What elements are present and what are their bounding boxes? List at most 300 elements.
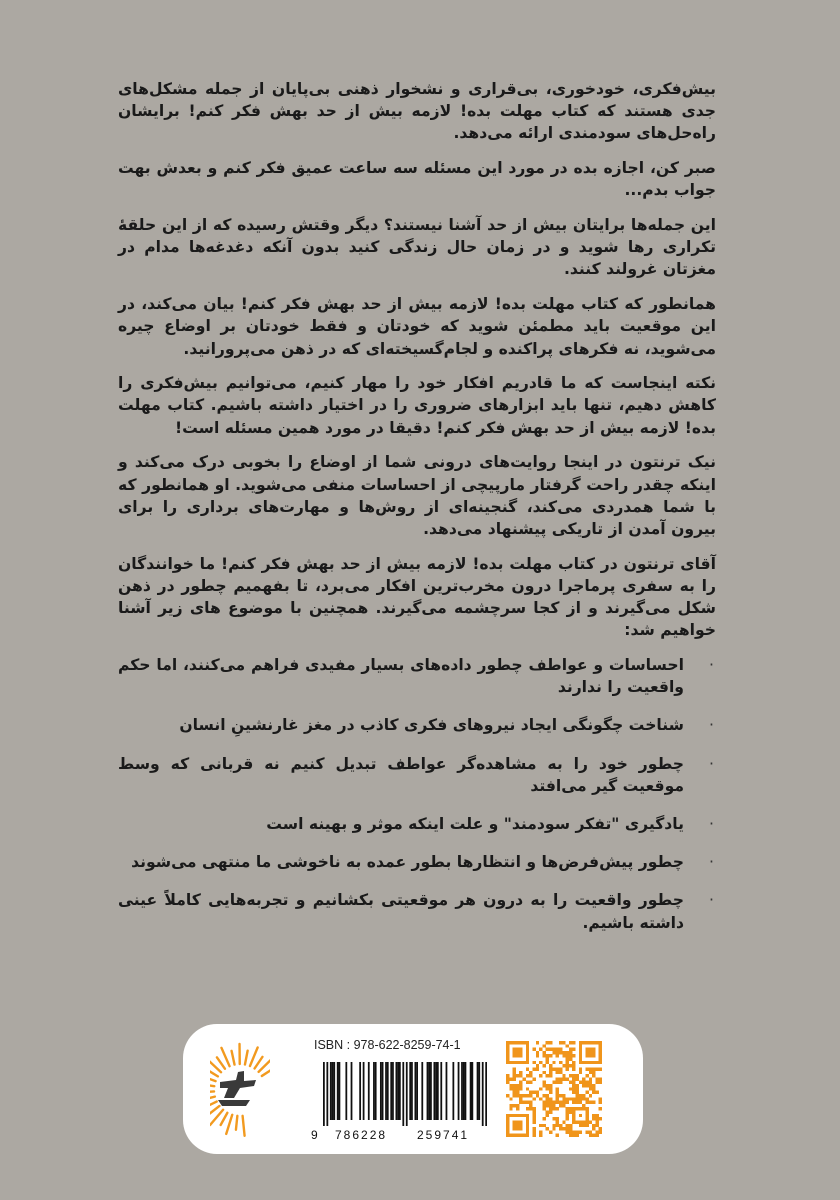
- qr-module: [523, 1101, 526, 1104]
- isbn-panel: [183, 1024, 643, 1154]
- qr-module: [576, 1094, 579, 1097]
- qr-module: [599, 1041, 602, 1044]
- qr-module: [579, 1067, 582, 1070]
- qr-module: [552, 1051, 555, 1054]
- qr-module: [566, 1117, 569, 1120]
- qr-module: [519, 1054, 522, 1057]
- qr-module: [539, 1097, 542, 1100]
- qr-module: [582, 1041, 585, 1044]
- qr-module: [536, 1091, 539, 1094]
- qr-module: [509, 1104, 512, 1107]
- qr-module: [516, 1087, 519, 1090]
- qr-module: [569, 1048, 572, 1051]
- qr-module: [559, 1127, 562, 1130]
- qr-module: [513, 1041, 516, 1044]
- qr-module: [595, 1041, 598, 1044]
- barcode-bar: [380, 1062, 382, 1120]
- qr-module: [562, 1054, 565, 1057]
- qr-module: [569, 1074, 572, 1077]
- qr-module: [513, 1061, 516, 1064]
- qr-module: [506, 1081, 509, 1084]
- qr-module: [526, 1061, 529, 1064]
- barcode-bar: [399, 1062, 401, 1120]
- qr-module: [552, 1107, 555, 1110]
- qr-module: [552, 1081, 555, 1084]
- qr-module: [585, 1124, 588, 1127]
- qr-module: [549, 1084, 552, 1087]
- qr-module: [516, 1107, 519, 1110]
- sun-ray: [250, 1048, 258, 1066]
- qr-module: [566, 1054, 569, 1057]
- qr-module: [506, 1054, 509, 1057]
- sun-rays: [210, 1044, 270, 1136]
- qr-module: [546, 1114, 549, 1117]
- publisher-logo-icon: [210, 1040, 270, 1140]
- qr-module: [579, 1114, 582, 1117]
- qr-module: [509, 1134, 512, 1137]
- sun-ray: [221, 1048, 229, 1066]
- qr-module: [526, 1107, 529, 1110]
- qr-module: [572, 1111, 575, 1114]
- qr-module: [556, 1071, 559, 1074]
- qr-module: [572, 1061, 575, 1064]
- qr-module: [559, 1101, 562, 1104]
- qr-module: [595, 1130, 598, 1133]
- qr-module: [516, 1048, 519, 1051]
- qr-module: [595, 1091, 598, 1094]
- qr-module: [585, 1074, 588, 1077]
- qr-module: [589, 1054, 592, 1057]
- qr-module: [516, 1127, 519, 1130]
- qr-module: [569, 1111, 572, 1114]
- sun-ray: [255, 1057, 263, 1069]
- list-item-text: چطور واقعیت را به درون هر موقعیتی بکشانیم و تجربه‌هایی کاملاً عینی داشته باشیم.: [118, 891, 684, 932]
- qr-module: [516, 1054, 519, 1057]
- sun-ray: [236, 1116, 237, 1130]
- qr-module: [592, 1134, 595, 1137]
- qr-module: [519, 1124, 522, 1127]
- list-item: [118, 654, 716, 698]
- qr-module: [572, 1091, 575, 1094]
- qr-module: [569, 1134, 572, 1137]
- qr-module: [572, 1107, 575, 1110]
- qr-module: [589, 1134, 592, 1137]
- qr-module: [552, 1048, 555, 1051]
- qr-module: [506, 1074, 509, 1077]
- qr-module: [592, 1084, 595, 1087]
- qr-module: [562, 1094, 565, 1097]
- barcode-bar: [330, 1062, 332, 1120]
- qr-module: [579, 1130, 582, 1133]
- barcode-bar: [402, 1062, 404, 1126]
- qr-module: [569, 1107, 572, 1110]
- qr-module: [572, 1054, 575, 1057]
- qr-module: [562, 1074, 565, 1077]
- list-item: [118, 714, 716, 736]
- qr-code-icon[interactable]: [506, 1041, 602, 1137]
- qr-module: [529, 1094, 532, 1097]
- qr-module: [592, 1124, 595, 1127]
- barcode-bar: [368, 1062, 370, 1120]
- qr-module: [516, 1094, 519, 1097]
- sun-ray: [226, 1115, 232, 1134]
- qr-module: [582, 1124, 585, 1127]
- qr-module: [582, 1107, 585, 1110]
- qr-module: [556, 1120, 559, 1123]
- qr-module: [572, 1130, 575, 1133]
- qr-module: [589, 1048, 592, 1051]
- qr-module: [569, 1127, 572, 1130]
- qr-module: [569, 1051, 572, 1054]
- qr-module: [542, 1044, 545, 1047]
- qr-module: [592, 1087, 595, 1090]
- qr-module: [509, 1041, 512, 1044]
- qr-module: [592, 1114, 595, 1117]
- qr-module: [579, 1058, 582, 1061]
- qr-module: [566, 1097, 569, 1100]
- barcode-bar: [323, 1062, 325, 1126]
- qr-module: [595, 1081, 598, 1084]
- qr-module: [566, 1067, 569, 1070]
- qr-module: [506, 1051, 509, 1054]
- qr-module: [572, 1097, 575, 1100]
- qr-module: [559, 1067, 562, 1070]
- barcode-bar: [363, 1062, 365, 1120]
- qr-module: [576, 1101, 579, 1104]
- qr-module: [519, 1134, 522, 1137]
- qr-module: [566, 1114, 569, 1117]
- qr-module: [582, 1061, 585, 1064]
- qr-module: [506, 1044, 509, 1047]
- qr-module: [566, 1130, 569, 1133]
- qr-module: [516, 1074, 519, 1077]
- qr-module: [595, 1067, 598, 1070]
- qr-module: [589, 1071, 592, 1074]
- qr-module: [513, 1104, 516, 1107]
- qr-module: [549, 1107, 552, 1110]
- qr-module: [579, 1120, 582, 1123]
- qr-module: [582, 1094, 585, 1097]
- qr-module: [549, 1054, 552, 1057]
- barcode-bar: [440, 1062, 442, 1120]
- barcode-bar: [477, 1062, 479, 1120]
- qr-module: [506, 1114, 509, 1117]
- barcode-bar: [382, 1062, 384, 1120]
- qr-module: [569, 1064, 572, 1067]
- qr-module: [592, 1067, 595, 1070]
- barcode-right-group: 259741: [417, 1128, 470, 1142]
- barcode-bar: [471, 1062, 473, 1120]
- qr-module: [516, 1104, 519, 1107]
- qr-module: [582, 1104, 585, 1107]
- qr-module: [592, 1061, 595, 1064]
- qr-module: [572, 1117, 575, 1120]
- list-item: [118, 813, 716, 835]
- qr-module: [566, 1044, 569, 1047]
- barcode-bar: [333, 1062, 335, 1120]
- qr-module: [526, 1114, 529, 1117]
- barcode-bar: [458, 1062, 460, 1120]
- qr-module: [542, 1117, 545, 1120]
- qr-module: [519, 1071, 522, 1074]
- qr-module: [566, 1124, 569, 1127]
- qr-module: [546, 1074, 549, 1077]
- qr-module: [589, 1051, 592, 1054]
- qr-module: [569, 1130, 572, 1133]
- qr-module: [532, 1091, 535, 1094]
- qr-module: [526, 1087, 529, 1090]
- logo-base: [218, 1100, 250, 1106]
- qr-module: [526, 1081, 529, 1084]
- qr-module: [592, 1101, 595, 1104]
- qr-module: [526, 1101, 529, 1104]
- qr-module: [506, 1117, 509, 1120]
- qr-module: [572, 1087, 575, 1090]
- barcode-bar: [461, 1062, 463, 1120]
- qr-module: [599, 1058, 602, 1061]
- qr-module: [542, 1051, 545, 1054]
- bullet-dot: ·: [709, 754, 714, 773]
- qr-module: [576, 1087, 579, 1090]
- qr-module: [576, 1134, 579, 1137]
- qr-module: [582, 1084, 585, 1087]
- barcode-bar: [452, 1062, 454, 1120]
- qr-module: [595, 1124, 598, 1127]
- sun-ray: [221, 1113, 228, 1125]
- qr-module: [549, 1064, 552, 1067]
- qr-module: [566, 1107, 569, 1110]
- barcode-left-group: 786228: [335, 1128, 388, 1142]
- barcode-bar: [435, 1062, 437, 1120]
- qr-module: [516, 1084, 519, 1087]
- qr-module: [546, 1094, 549, 1097]
- barcode-bar: [332, 1062, 334, 1120]
- qr-module: [559, 1081, 562, 1084]
- qr-module: [566, 1077, 569, 1080]
- qr-module: [549, 1101, 552, 1104]
- qr-module: [529, 1091, 532, 1094]
- qr-module: [566, 1127, 569, 1130]
- list-item-text: شناخت چگونگی ایجاد نیروهای فکری کاذب در مغز غارنشینِ انسان: [179, 716, 684, 735]
- qr-module: [562, 1104, 565, 1107]
- qr-module: [579, 1081, 582, 1084]
- qr-module: [519, 1061, 522, 1064]
- qr-module: [523, 1077, 526, 1080]
- qr-module: [506, 1058, 509, 1061]
- qr-module: [552, 1127, 555, 1130]
- qr-module: [516, 1124, 519, 1127]
- list-item-text: احساسات و عواطف چطور داده‌های بسیار مفیدی فراهم می‌کنند، اما حکم واقعیت را ندارند: [118, 655, 684, 697]
- qr-module: [509, 1107, 512, 1110]
- qr-module: [566, 1051, 569, 1054]
- qr-module: [579, 1041, 582, 1044]
- barcode-bar: [414, 1062, 416, 1120]
- barcode-bar: [397, 1062, 399, 1120]
- qr-module: [506, 1120, 509, 1123]
- qr-module: [526, 1117, 529, 1120]
- qr-module: [576, 1091, 579, 1094]
- qr-module: [585, 1081, 588, 1084]
- qr-module: [513, 1084, 516, 1087]
- qr-module: [556, 1094, 559, 1097]
- qr-module: [589, 1077, 592, 1080]
- qr-module: [582, 1097, 585, 1100]
- qr-module: [595, 1120, 598, 1123]
- qr-module: [556, 1077, 559, 1080]
- qr-module: [546, 1097, 549, 1100]
- barcode-bar: [351, 1062, 353, 1120]
- qr-module: [579, 1051, 582, 1054]
- sun-ray: [210, 1091, 214, 1092]
- qr-module: [585, 1067, 588, 1070]
- qr-module: [526, 1134, 529, 1137]
- qr-module: [513, 1134, 516, 1137]
- qr-module: [576, 1107, 579, 1110]
- qr-module: [562, 1097, 565, 1100]
- qr-module: [585, 1107, 588, 1110]
- qr-module: [546, 1041, 549, 1044]
- qr-module: [569, 1087, 572, 1090]
- qr-module: [539, 1130, 542, 1133]
- qr-module: [532, 1097, 535, 1100]
- sun-ray: [217, 1057, 225, 1068]
- qr-module: [585, 1061, 588, 1064]
- qr-module: [592, 1091, 595, 1094]
- qr-module: [539, 1134, 542, 1137]
- qr-module: [562, 1077, 565, 1080]
- qr-module: [599, 1044, 602, 1047]
- qr-module: [579, 1048, 582, 1051]
- qr-module: [536, 1041, 539, 1044]
- qr-module: [549, 1074, 552, 1077]
- qr-module: [589, 1120, 592, 1123]
- qr-module: [513, 1074, 516, 1077]
- qr-module: [569, 1041, 572, 1044]
- qr-module: [546, 1048, 549, 1051]
- qr-module: [562, 1127, 565, 1130]
- qr-module: [549, 1104, 552, 1107]
- qr-module: [509, 1087, 512, 1090]
- qr-module: [529, 1074, 532, 1077]
- qr-module: [546, 1058, 549, 1061]
- qr-module: [506, 1124, 509, 1127]
- isbn-label: ISBN : 978-622-8259-74-1: [314, 1038, 461, 1052]
- qr-module: [585, 1120, 588, 1123]
- qr-module: [516, 1134, 519, 1137]
- qr-module: [556, 1054, 559, 1057]
- qr-module: [572, 1120, 575, 1123]
- qr-module: [532, 1077, 535, 1080]
- qr-module: [559, 1041, 562, 1044]
- qr-module: [579, 1101, 582, 1104]
- qr-module: [513, 1087, 516, 1090]
- qr-module: [506, 1127, 509, 1130]
- qr-module: [585, 1117, 588, 1120]
- qr-module: [526, 1130, 529, 1133]
- barcode-bar: [406, 1062, 408, 1126]
- barcode-bar: [411, 1062, 413, 1120]
- qr-module: [546, 1127, 549, 1130]
- sun-ray: [232, 1051, 235, 1065]
- qr-module: [513, 1120, 516, 1123]
- qr-module: [556, 1097, 559, 1100]
- qr-module: [532, 1114, 535, 1117]
- qr-module: [542, 1107, 545, 1110]
- qr-module: [579, 1124, 582, 1127]
- qr-module: [579, 1054, 582, 1057]
- qr-module: [556, 1101, 559, 1104]
- qr-module: [599, 1107, 602, 1110]
- qr-module: [556, 1091, 559, 1094]
- qr-module: [513, 1114, 516, 1117]
- qr-module: [562, 1120, 565, 1123]
- qr-module: [513, 1094, 516, 1097]
- bullet-dot: ·: [709, 814, 714, 833]
- qr-module: [529, 1101, 532, 1104]
- bullet-dot: ·: [709, 853, 714, 872]
- qr-module: [572, 1074, 575, 1077]
- qr-module: [526, 1067, 529, 1070]
- qr-module: [529, 1081, 532, 1084]
- qr-module: [536, 1067, 539, 1070]
- qr-module: [546, 1104, 549, 1107]
- qr-module: [595, 1117, 598, 1120]
- qr-module: [509, 1084, 512, 1087]
- qr-module: [556, 1048, 559, 1051]
- qr-module: [599, 1130, 602, 1133]
- list-item: [118, 889, 716, 933]
- qr-module: [523, 1061, 526, 1064]
- qr-module: [523, 1134, 526, 1137]
- qr-module: [526, 1048, 529, 1051]
- qr-module: [589, 1067, 592, 1070]
- qr-module: [579, 1044, 582, 1047]
- barcode-bar: [373, 1062, 375, 1120]
- qr-module: [559, 1061, 562, 1064]
- qr-module: [562, 1064, 565, 1067]
- qr-module: [556, 1134, 559, 1137]
- qr-module: [556, 1124, 559, 1127]
- qr-module: [519, 1097, 522, 1100]
- qr-module: [549, 1097, 552, 1100]
- qr-module: [559, 1094, 562, 1097]
- qr-module: [519, 1074, 522, 1077]
- qr-module: [509, 1077, 512, 1080]
- qr-module: [592, 1054, 595, 1057]
- qr-module: [569, 1097, 572, 1100]
- qr-module: [572, 1101, 575, 1104]
- list-item-text: چطور خود را به مشاهده‌گر عواطف تبدیل کنیم نه قربانی که وسط موقعیت گیر می‌افتد: [118, 754, 684, 795]
- qr-module: [592, 1048, 595, 1051]
- list-item: [118, 851, 716, 873]
- qr-module: [559, 1104, 562, 1107]
- qr-module: [595, 1077, 598, 1080]
- qr-module: [519, 1048, 522, 1051]
- qr-module: [549, 1111, 552, 1114]
- qr-module: [516, 1114, 519, 1117]
- qr-module: [529, 1071, 532, 1074]
- qr-module: [552, 1067, 555, 1070]
- qr-module: [599, 1054, 602, 1057]
- paragraph-4: همانطور که کتاب مهلت بده! لازمه بیش از حد بهش فکر کنم! بیان می‌کند، در این موقعیت باید مطمئن شوید که خودتان و فقط خودتان بر اوضاع چیره می‌شوید، نه فکرهای پراکنده و لجام‌گسیخته‌ای که در ذهن می‌پرورانید.: [118, 295, 716, 358]
- qr-module: [532, 1134, 535, 1137]
- sun-ray: [262, 1068, 270, 1076]
- paragraph-1: بیش‌فکری، خودخوری، بی‌قراری و نشخوار ذهنی بی‌پایان از جمله مشکل‌های جدی هستند که کتاب مهلت بده! لازمه بیش از حد بهش فکر کنم! برایشان راه‌حل‌های سودمندی ارائه می‌دهد.: [118, 80, 716, 143]
- qr-module: [506, 1130, 509, 1133]
- qr-module: [526, 1074, 529, 1077]
- qr-module: [562, 1051, 565, 1054]
- qr-module: [519, 1101, 522, 1104]
